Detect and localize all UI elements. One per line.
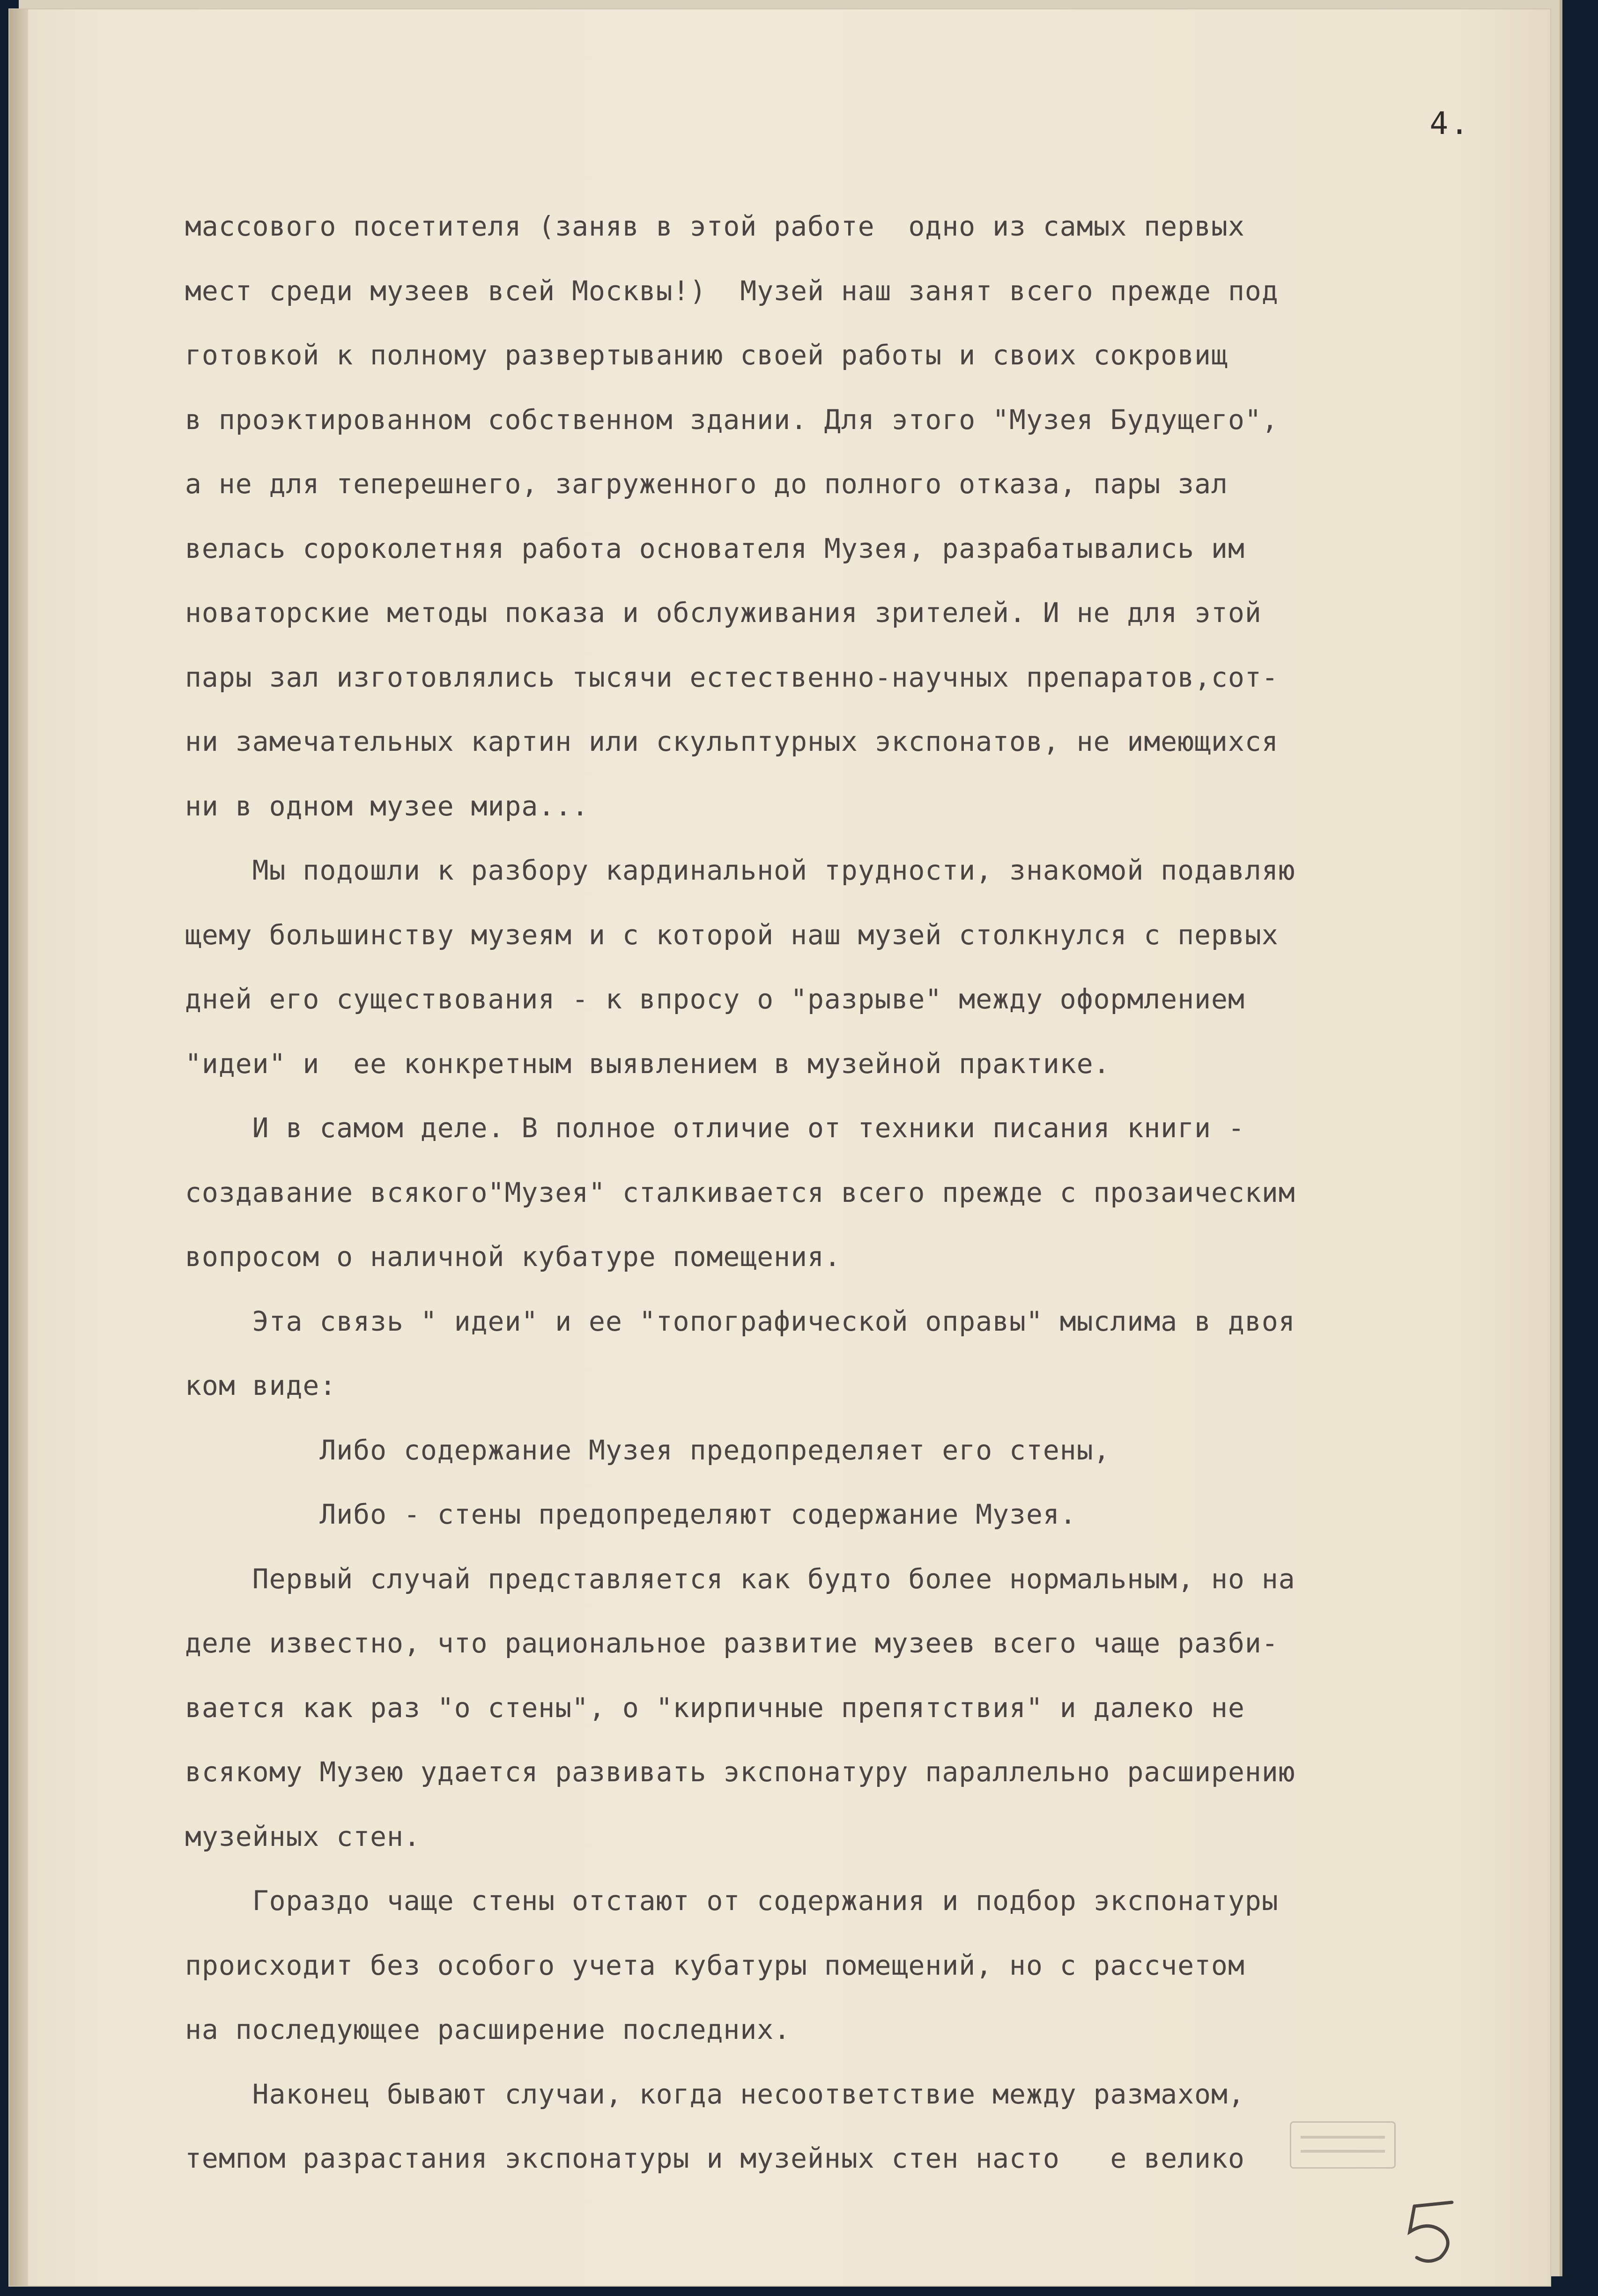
text-line: Либо - стены предопределяют содержание Музея.: [185, 1498, 1077, 1530]
text-line: щему большинству музеям и с которой наш музей столкнулся с первых: [185, 918, 1279, 951]
text-line: Наконец бывают случаи, когда несоответствие между размахом,: [185, 2078, 1245, 2110]
text-line: вается как раз "о стены", о "кирпичные препятствия" и далеко не: [185, 1691, 1245, 1724]
text-line: пары зал изготовлялись тысячи естественно-научных препаратов,сот-: [185, 661, 1279, 693]
text-line: Эта связь " идеи" и ее "топографической оправы" мыслима в двоя: [185, 1305, 1295, 1337]
library-stamp: [1290, 2121, 1396, 2169]
text-line: ком виде:: [185, 1370, 337, 1401]
text-line: вопросом о наличной кубатуре помещения.: [185, 1241, 841, 1273]
typewritten-text-body: [185, 194, 1553, 2191]
text-line: ни в одном музее мира...: [185, 790, 589, 822]
text-line: темпом разрастания экспонатуры и музейных стен насто е велико: [185, 2142, 1245, 2174]
text-line: всякому Музею удается развивать экспонатуру параллельно расширению: [185, 1756, 1295, 1788]
text-line: создавание всякого"Музея" сталкивается всего прежде с прозаическим: [185, 1176, 1295, 1208]
text-line: музейных стен.: [185, 1820, 421, 1852]
page-number: 4.: [1429, 105, 1471, 141]
text-line: в проэктированном собственном здании. Для этого "Музея Будущего",: [185, 403, 1279, 436]
text-line: велась сороколетняя работа основателя Музея, разрабатывались им: [185, 532, 1245, 564]
binding-edge: [9, 9, 28, 2286]
text-line: новаторские методы показа и обслуживания зрителей. И не для этой: [185, 597, 1262, 629]
text-line: происходит без особого учета кубатуры помещений, но с рассчетом: [185, 1949, 1245, 1981]
handwritten-folio-mark: [1396, 2192, 1471, 2267]
text-line: готовкой к полному развертыванию своей работы и своих сокровищ: [185, 339, 1228, 371]
text-line: Либо содержание Музея предопределяет его стены,: [185, 1434, 1110, 1466]
text-line: а не для теперешнего, загруженного до полного отказа, пары зал: [185, 468, 1228, 500]
text-line: деле известно, что рациональное развитие музеев всего чаще разби-: [185, 1627, 1279, 1659]
text-line: Гораздо чаще стены отстают от содержания и подбор экспонатуры: [185, 1885, 1279, 1917]
text-line: дней его существования - к впросу о "разрыве" между оформлением: [185, 983, 1245, 1015]
text-line: на последующее расширение последних.: [185, 2014, 791, 2045]
text-line: И в самом деле. В полное отличие от техники писания книги -: [185, 1112, 1245, 1144]
document-page: [9, 9, 1550, 2286]
text-line: Мы подошли к разбору кардинальной трудности, знакомой подавляю: [185, 854, 1295, 886]
text-line: массового посетителя (заняв в этой работе одно из самых первых: [185, 210, 1245, 242]
text-line: Первый случай представляется как будто более нормальным, но на: [185, 1563, 1295, 1595]
text-line: ни замечательных картин или скульптурных экспонатов, не имеющихся: [185, 726, 1279, 757]
text-line: мест среди музеев всей Москвы!) Музей наш занят всего прежде под: [185, 274, 1279, 307]
text-line: "идеи" и ее конкретным выявлением в музейной практике.: [185, 1047, 1110, 1080]
